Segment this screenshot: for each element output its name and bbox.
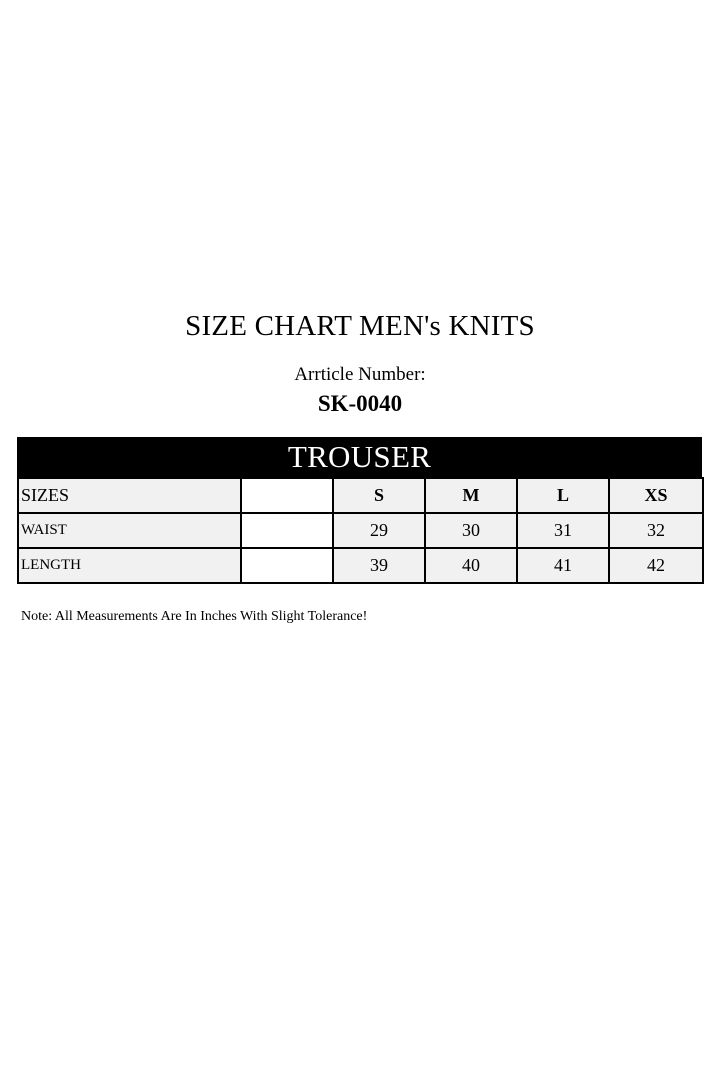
- table-cell: 32: [609, 513, 703, 548]
- row-label: LENGTH: [18, 548, 241, 583]
- column-header-size: M: [425, 478, 517, 513]
- column-header-size: L: [517, 478, 609, 513]
- table-cell: 39: [333, 548, 425, 583]
- column-header-size: XS: [609, 478, 703, 513]
- empty-cell: [241, 548, 333, 583]
- chart-header: TROUSER: [17, 437, 702, 477]
- article-label: Arrticle Number:: [294, 364, 426, 385]
- table-row: [18, 548, 703, 583]
- table-header-row: [18, 478, 703, 513]
- empty-cell: [241, 513, 333, 548]
- empty-cell: [241, 478, 333, 513]
- article-number: SK-0040: [317, 391, 403, 416]
- table-cell: 29: [333, 513, 425, 548]
- size-chart: [17, 437, 702, 584]
- page-title: SIZE CHART MEN's KNITS: [185, 310, 535, 342]
- row-label: WAIST: [18, 513, 241, 548]
- table-cell: 30: [425, 513, 517, 548]
- table-cell: 42: [609, 548, 703, 583]
- size-table: [17, 477, 704, 584]
- measurement-note: Note: All Measurements Are In Inches With Slight Tolerance!: [21, 609, 368, 624]
- table-row: [18, 513, 703, 548]
- column-header-size: S: [333, 478, 425, 513]
- table-cell: 41: [517, 548, 609, 583]
- column-header-sizes: SIZES: [18, 478, 241, 513]
- table-cell: 40: [425, 548, 517, 583]
- table-cell: 31: [517, 513, 609, 548]
